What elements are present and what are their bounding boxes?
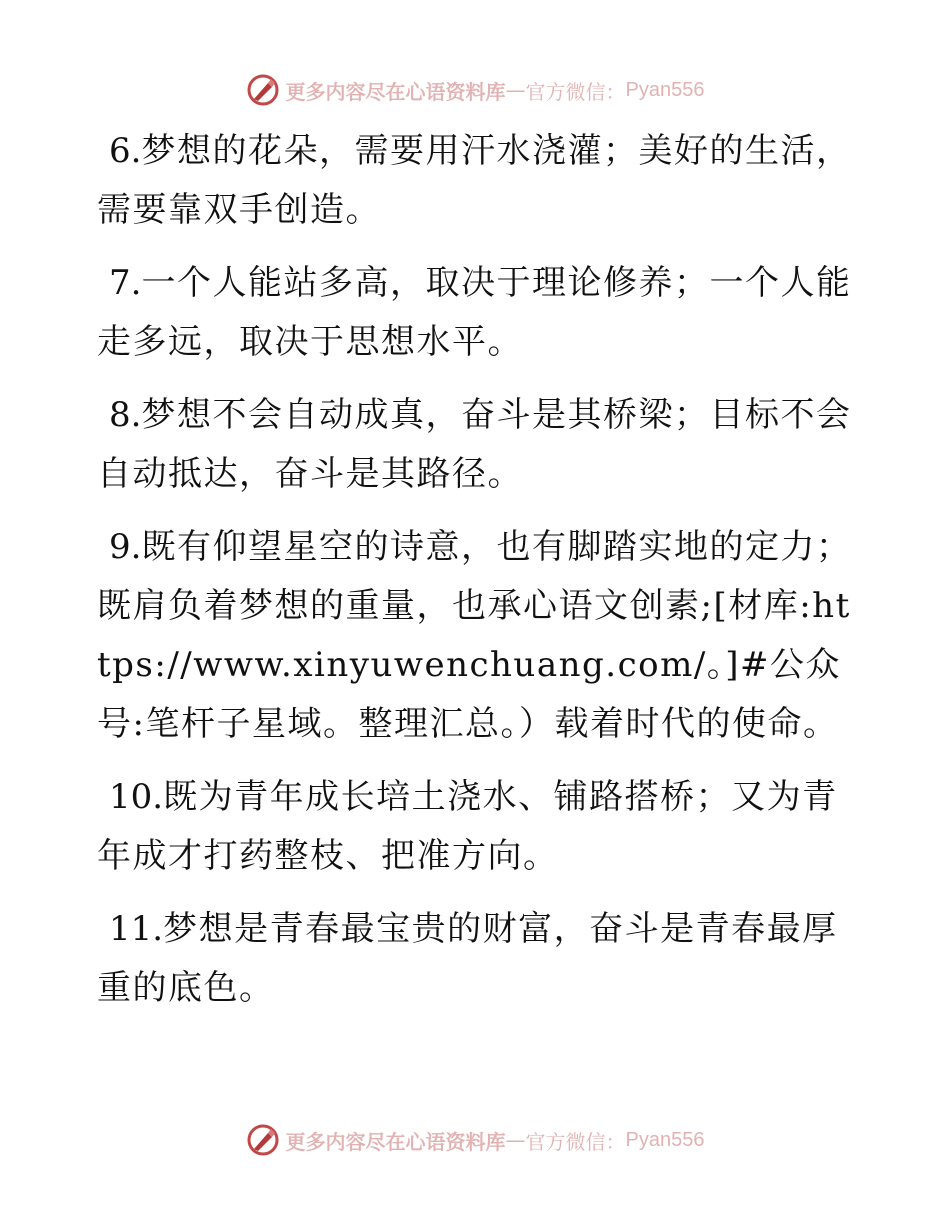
paragraph-8 [97, 386, 857, 504]
paragraph-text: 梦想的花朵，需要用汗水浇灌；美好的生活，需要靠双手创造。 [97, 131, 852, 230]
paragraph-7 [97, 254, 857, 372]
banner-dash: — [505, 1128, 526, 1152]
paragraph-10 [97, 768, 857, 886]
paragraph-6 [97, 122, 857, 240]
paragraph-text: 既为青年成长培土浇水、铺路搭桥；又为青年成才打药整枝、把准方向。 [97, 777, 838, 876]
footer-banner [0, 1120, 950, 1160]
paragraph-11 [97, 900, 857, 1018]
header-banner [0, 70, 950, 110]
paragraph-text: 梦想不会自动成真，奋斗是其桥梁；目标不会自动抵达，奋斗是其路径。 [97, 395, 852, 494]
paragraph-number: 10. [109, 777, 164, 817]
banner-dash: — [505, 78, 526, 102]
pen-logo-icon [246, 73, 280, 107]
paragraph-number: 6. [109, 131, 142, 171]
banner-wechat-id: Pyan556 [625, 78, 705, 101]
pen-logo-icon [246, 1123, 280, 1157]
paragraph-number: 9. [109, 527, 142, 567]
paragraph-number: 7. [109, 263, 142, 303]
paragraph-9 [97, 518, 857, 754]
banner-label: 官方微信： [525, 1129, 626, 1154]
banner-title: 更多内容尽在心语资料库 [285, 79, 506, 104]
banner-wechat-id: Pyan556 [625, 1128, 705, 1151]
paragraph-number: 11. [109, 909, 164, 949]
document-body [97, 122, 857, 1032]
banner-label: 官方微信： [525, 79, 626, 104]
paragraph-text: 既有仰望星空的诗意，也有脚踏实地的定力；既肩负着梦想的重量，也承心语文创素;[材库:https://www.xinyuwenchuang.com/。]#公众号:笔杆子星域。整理汇总。）载着时代的使命。 [97, 527, 852, 744]
paragraph-number: 8. [109, 395, 142, 435]
paragraph-text: 一个人能站多高，取决于理论修养；一个人能走多远，取决于思想水平。 [97, 263, 852, 362]
banner-title: 更多内容尽在心语资料库 [285, 1129, 506, 1154]
paragraph-text: 梦想是青春最宝贵的财富，奋斗是青春最厚重的底色。 [97, 909, 838, 1008]
